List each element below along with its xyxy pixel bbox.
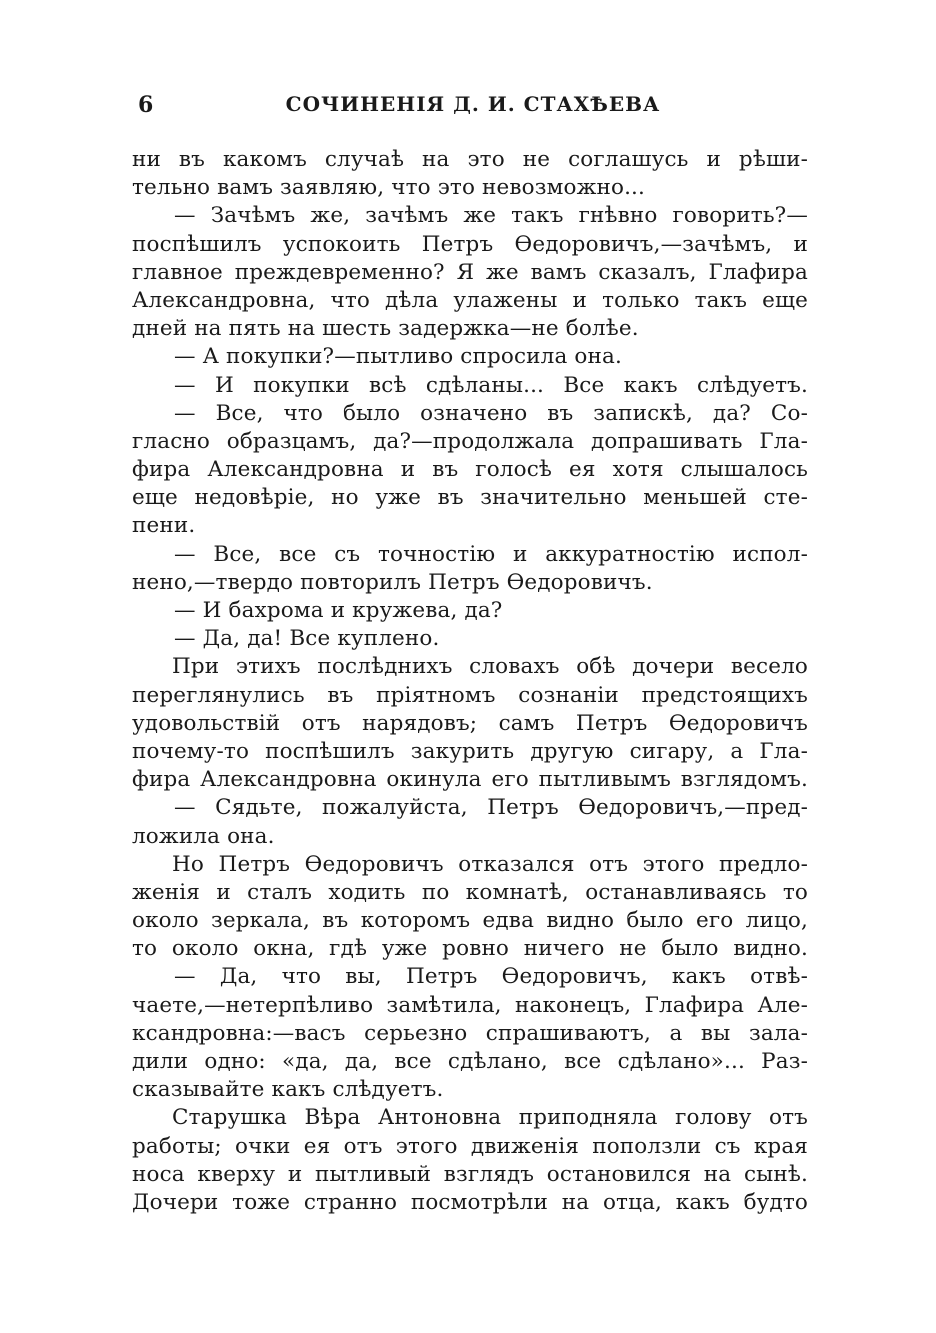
text-line: — Зачѣмъ же, зачѣмъ же такъ гнѣвно говорить?— (174, 203, 808, 229)
text-line: удовольствій отъ нарядовъ; самъ Петръ Ѳедоровичъ (132, 710, 808, 736)
text-line: около зеркала, въ которомъ едва видно было его лицо, (132, 908, 808, 934)
text-line: нено,—твердо повторилъ Петръ Ѳедоровичъ. (132, 569, 653, 595)
text-line: Дочери тоже странно посмотрѣли на отца, какъ будто (132, 1189, 808, 1215)
text-line: Старушка Вѣра Антоновна приподняла голову отъ (172, 1105, 808, 1131)
text-line: пени. (132, 513, 196, 539)
text-line: ложила она. (132, 823, 275, 849)
page-header (138, 92, 808, 124)
text-line: Но Петръ Ѳедоровичъ отказался отъ этого предло- (172, 851, 808, 877)
text-line: тельно вамъ заявляю, что это невозможно... (132, 175, 646, 201)
text-line: чаете,—нетерпѣливо замѣтила, наконецъ, Глафира Але- (132, 992, 808, 1018)
page-number: 6 (138, 92, 154, 118)
text-line: При этихъ послѣднихъ словахъ обѣ дочери весело (172, 654, 808, 680)
text-line: то около окна, гдѣ уже ровно ничего не было видно. (132, 936, 808, 962)
text-line: фира Александровна окинула его пытливымъ взглядомъ. (132, 767, 808, 793)
text-line: — А покупки?—пытливо спросила она. (174, 344, 622, 370)
text-line: — Да, да! Все куплено. (174, 626, 440, 652)
text-line: носа кверху и пытливый взглядъ остановился на сынѣ. (132, 1161, 808, 1187)
text-line: ни въ какомъ случаѣ на это не соглашусь и рѣши- (132, 147, 808, 172)
running-title: СОЧИНЕНІЯ Д. И. СТАХѢЕВА (285, 92, 661, 116)
text-line: фира Александровна и въ голосѣ ея хотя слышалось (132, 457, 808, 483)
text-line: — И покупки всѣ сдѣланы... Все какъ слѣдуетъ. (174, 372, 808, 398)
text-line: поспѣшилъ успокоить Петръ Ѳедоровичъ,—зачѣмъ, и (132, 231, 808, 257)
text-line: почему-то поспѣшилъ закурить другую сигару, а Гла- (132, 738, 808, 764)
text-line: ксандровна:—васъ серьезно спрашиваютъ, а вы зала- (132, 1020, 808, 1046)
body-text (132, 146, 808, 1217)
text-line: гласно образцамъ, да?—продолжала допрашивать Гла- (132, 428, 808, 454)
text-line: дней на пять на шесть задержка—не болѣе. (132, 316, 639, 342)
text-line: — Сядьте, пожалуйста, Петръ Ѳедоровичъ,—пред- (174, 795, 808, 821)
text-line: — Все, что было означено въ запискѣ, да? Со- (174, 400, 808, 426)
text-line: — Все, все съ точностію и аккуратностію испол- (174, 541, 808, 567)
text-line: — И бахрома и кружева, да? (174, 598, 503, 623)
text-line: женія и сталъ ходить по комнатѣ, останавливаясь то (132, 879, 808, 905)
text-line: — Да, что вы, Петръ Ѳедоровичъ, какъ отвѣ- (174, 964, 808, 990)
text-line: работы; очки ея отъ этого движенія поползли съ края (132, 1133, 808, 1159)
text-line: дили одно: «да, да, все сдѣлано, все сдѣлано»... Раз- (132, 1049, 808, 1074)
text-line: Александровна, что дѣла улажены и только такъ еще (132, 287, 808, 313)
text-line: переглянулись въ пріятномъ сознаніи предстоящихъ (132, 682, 808, 708)
text-line: главное преждевременно? Я же вамъ сказалъ, Глафира (132, 259, 808, 285)
text-line: еще недовѣріе, но уже въ значительно меньшей сте- (132, 485, 808, 511)
text-line: сказывайте какъ слѣдуетъ. (132, 1077, 444, 1103)
